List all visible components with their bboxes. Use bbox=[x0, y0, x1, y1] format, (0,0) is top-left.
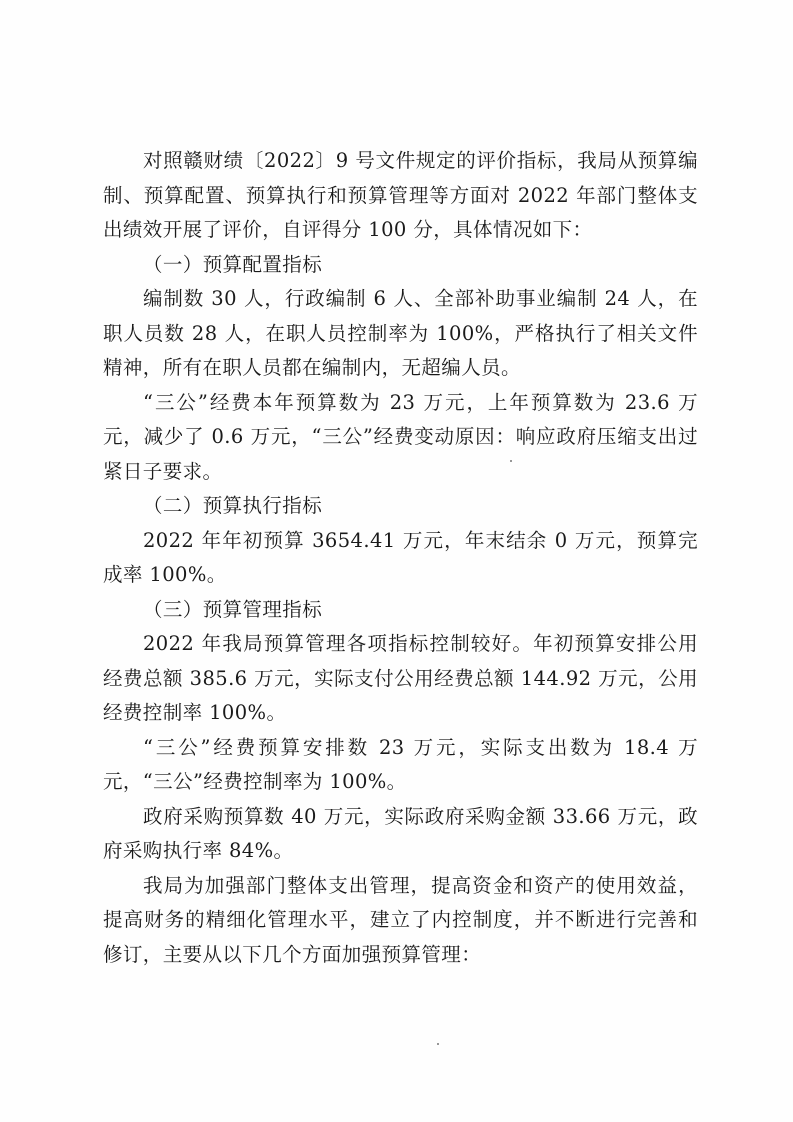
section-heading-budget-allocation: （一）预算配置指标 bbox=[143, 252, 323, 276]
section-heading-budget-management: （三）预算管理指标 bbox=[143, 597, 323, 621]
public-expense-paragraph: 2022 年我局预算管理各项指标控制较好。年初预算安排公用经费总额 385.6 万元，实际支付公用经费总额 144.92 万元，公用经费控制率 100%。 bbox=[103, 632, 698, 724]
internal-control-paragraph: 我局为加强部门整体支出管理，提高资金和资产的使用效益，提高财务的精细化管理水平，建立了内控制度，并不断进行完善和修订，主要从以下几个方面加强预算管理： bbox=[103, 873, 698, 966]
budget-execution-paragraph: 2022 年年初预算 3654.41 万元，年末结余 0 万元，预算完成率 100%。 bbox=[103, 528, 698, 586]
three-public-budget-paragraph: “三公”经费本年预算数为 23 万元，上年预算数为 23.6 万元，减少了 0.6 万元，“三公”经费变动原因：响应政府压缩支出过紧日子要求。 bbox=[103, 390, 698, 483]
intro-paragraph: 对照赣财绩〔2022〕9 号文件规定的评价指标，我局从预算编制、预算配置、预算执行和预算管理等方面对 2022 年部门整体支出绩效开展了评价，自评得分 100 分，具体情况如下： bbox=[103, 149, 698, 241]
document-body bbox=[103, 144, 698, 972]
procurement-paragraph: 政府采购预算数 40 万元，实际政府采购金额 33.66 万元，政府采购执行率 84%。 bbox=[103, 804, 698, 862]
scan-speck bbox=[510, 460, 512, 462]
three-public-control-paragraph: “三公”经费预算安排数 23 万元，实际支出数为 18.4 万元，“三公”经费控制率为 100%。 bbox=[103, 735, 698, 793]
scan-speck bbox=[437, 1043, 439, 1045]
staffing-paragraph: 编制数 30 人，行政编制 6 人、全部补助事业编制 24 人，在职人员数 28 人，在职人员控制率为 100%，严格执行了相关文件精神，所有在职人员都在编制内，无超编人员。 bbox=[103, 287, 698, 379]
section-heading-budget-execution: （二）预算执行指标 bbox=[143, 494, 323, 517]
